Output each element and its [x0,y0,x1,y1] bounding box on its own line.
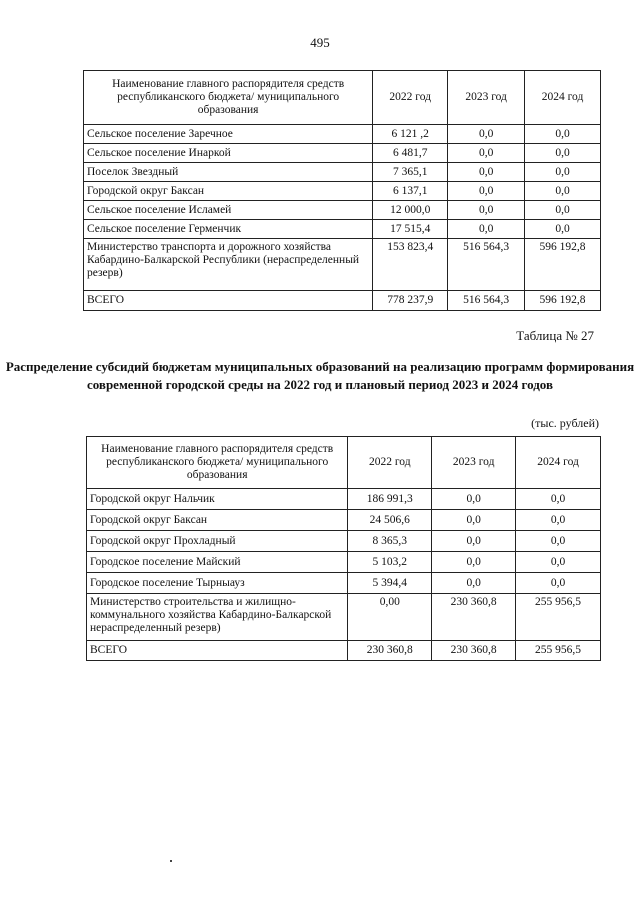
unit-label: (тыс. рублей) [531,416,599,430]
table-row [84,163,601,182]
value-2024: 0,0 [525,125,601,144]
value-2023: 230 360,8 [432,594,516,641]
value-2024: 255 956,5 [516,594,601,641]
value-2022: 8 365,3 [348,531,432,552]
value-2024: 0,0 [516,573,601,594]
table-total-row [87,641,601,661]
value-2024: 596 192,8 [525,291,601,311]
header-2022: 2022 год [373,71,448,125]
table-row [84,144,601,163]
value-2022: 7 365,1 [373,163,448,182]
row-name: Городской округ Прохладный [87,531,348,552]
row-name: ВСЕГО [84,291,373,311]
row-name: Сельское поселение Герменчик [84,220,373,239]
value-2024: 0,0 [516,531,601,552]
table-row [84,201,601,220]
row-name: Министерство строительства и жилищно-коммунального хозяйства Кабардино-Балкарской нераспределенный резерв) [87,594,348,641]
value-2023: 0,0 [432,573,516,594]
table-row [87,489,601,510]
value-2024: 0,0 [516,510,601,531]
value-2023: 0,0 [432,489,516,510]
value-2022: 5 394,4 [348,573,432,594]
value-2024: 0,0 [516,552,601,573]
table-row [84,182,601,201]
value-2024: 0,0 [525,182,601,201]
row-name: Городское поселение Тырныауз [87,573,348,594]
row-name: Городской округ Баксан [87,510,348,531]
table-row [84,239,601,291]
row-name: Поселок Звездный [84,163,373,182]
table-row [87,573,601,594]
value-2022: 153 823,4 [373,239,448,291]
value-2022: 12 000,0 [373,201,448,220]
table-row [84,125,601,144]
header-2024: 2024 год [525,71,601,125]
value-2024: 255 956,5 [516,641,601,661]
section-title: Распределение субсидий бюджетам муниципальных образований на реализацию программ формирования современной городской среды на 2022 год и плановый период 2023 и 2024 годов [5,359,635,392]
value-2022: 778 237,9 [373,291,448,311]
header-2023: 2023 год [448,71,525,125]
row-name: Городское поселение Майский [87,552,348,573]
value-2023: 0,0 [448,220,525,239]
value-2024: 0,0 [525,163,601,182]
value-2022: 5 103,2 [348,552,432,573]
header-2022: 2022 год [348,437,432,489]
row-name: Сельское поселение Заречное [84,125,373,144]
header-recipient: Наименование главного распорядителя средств республиканского бюджета/ муниципального образования [84,71,373,125]
value-2022: 17 515,4 [373,220,448,239]
value-2023: 0,0 [448,201,525,220]
table-header-row [87,437,601,489]
value-2023: 0,0 [432,552,516,573]
table-total-row [84,291,601,311]
value-2024: 0,0 [525,201,601,220]
page-number: 495 [310,35,330,50]
table-row [84,220,601,239]
value-2023: 0,0 [448,125,525,144]
header-recipient: Наименование главного распорядителя средств республиканского бюджета/ муниципального образования [87,437,348,489]
header-2024: 2024 год [516,437,601,489]
value-2022: 6 137,1 [373,182,448,201]
row-name: Городской округ Баксан [84,182,373,201]
table-header-row [84,71,601,125]
subsidy-table-continued [83,70,601,311]
value-2023: 0,0 [448,163,525,182]
row-name: ВСЕГО [87,641,348,661]
row-name: Сельское поселение Исламей [84,201,373,220]
value-2023: 0,0 [432,531,516,552]
table-row [87,510,601,531]
value-2024: 0,0 [525,220,601,239]
row-name: Министерство транспорта и дорожного хозяйства Кабардино-Балкарской Республики (нераспределенный резерв) [84,239,373,291]
value-2024: 0,0 [525,144,601,163]
row-name: Сельское поселение Инаркой [84,144,373,163]
value-2022: 186 991,3 [348,489,432,510]
value-2022: 6 121 ,2 [373,125,448,144]
header-2023: 2023 год [432,437,516,489]
value-2023: 516 564,3 [448,239,525,291]
value-2022: 24 506,6 [348,510,432,531]
value-2022: 0,00 [348,594,432,641]
value-2024: 596 192,8 [525,239,601,291]
value-2022: 230 360,8 [348,641,432,661]
value-2022: 6 481,7 [373,144,448,163]
table-row [87,552,601,573]
urban-environment-subsidy-table [86,436,601,661]
table-row [87,594,601,641]
row-name: Городской округ Нальчик [87,489,348,510]
value-2023: 0,0 [448,144,525,163]
value-2023: 516 564,3 [448,291,525,311]
table-caption: Таблица № 27 [516,328,594,343]
table-row [87,531,601,552]
value-2023: 0,0 [448,182,525,201]
value-2024: 0,0 [516,489,601,510]
value-2023: 0,0 [432,510,516,531]
value-2023: 230 360,8 [432,641,516,661]
scan-speck [170,860,172,862]
